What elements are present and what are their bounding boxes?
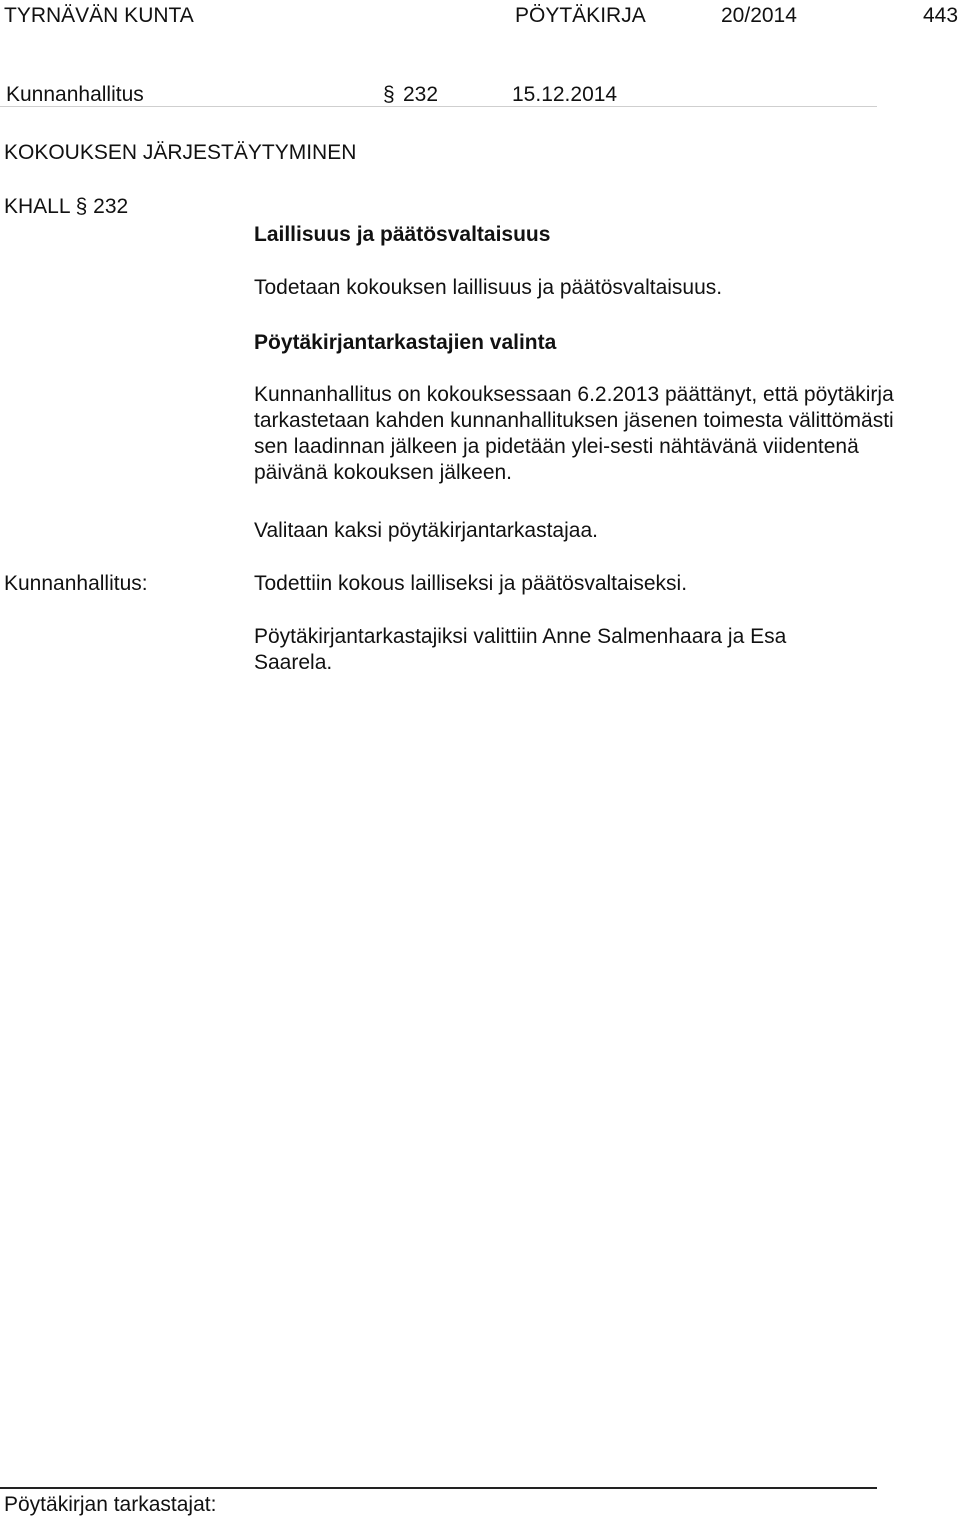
header-divider xyxy=(0,106,877,107)
section-ref-number: 232 xyxy=(93,195,129,218)
decision-text-legality: Todettiin kokous lailliseksi ja päätösvaltaiseksi. xyxy=(254,572,688,595)
heading-inspectors: Pöytäkirjantarkastajien valinta xyxy=(254,331,557,354)
page-number: 443 xyxy=(923,4,959,27)
meeting-body: Kunnanhallitus xyxy=(6,83,144,106)
section-title: KOKOUKSEN JÄRJESTÄYTYMINEN xyxy=(4,141,357,164)
section-ref-prefix: KHALL xyxy=(4,195,70,218)
decision-text-inspectors: Pöytäkirjantarkastajiksi valittiin Anne Salmenhaara ja Esa Saarela. xyxy=(254,625,787,674)
decision-label: Kunnanhallitus: xyxy=(4,572,148,595)
section-ref-symbol: § xyxy=(75,195,88,218)
text-legality: Todetaan kokouksen laillisuus ja päätösvaltaisuus. xyxy=(254,276,723,299)
document-type: PÖYTÄKIRJA xyxy=(515,4,646,27)
text-proposal: Valitaan kaksi pöytäkirjantarkastajaa. xyxy=(254,519,598,542)
municipality-name: TYRNÄVÄN KUNTA xyxy=(4,4,194,27)
heading-legality: Laillisuus ja päätösvaltaisuus xyxy=(254,223,551,246)
footer-divider xyxy=(0,1487,877,1489)
section-number: 232 xyxy=(403,83,439,106)
text-inspectors-procedure: Kunnanhallitus on kokouksessaan 6.2.2013 päättänyt, että pöytäkirja tarkastetaan kahden kunnanhallituksen jäsenen toimesta välittömästi sen laadinnan jälkeen ja pidetään ylei-sesti nähtävänä viidentenä päivänä kokouksen jälkeen. xyxy=(254,383,894,484)
section-symbol: § xyxy=(383,83,395,106)
meeting-date: 15.12.2014 xyxy=(512,83,618,106)
document-number: 20/2014 xyxy=(721,4,797,27)
section-reference xyxy=(4,194,128,219)
footer-inspectors-label: Pöytäkirjan tarkastajat: xyxy=(4,1493,217,1516)
